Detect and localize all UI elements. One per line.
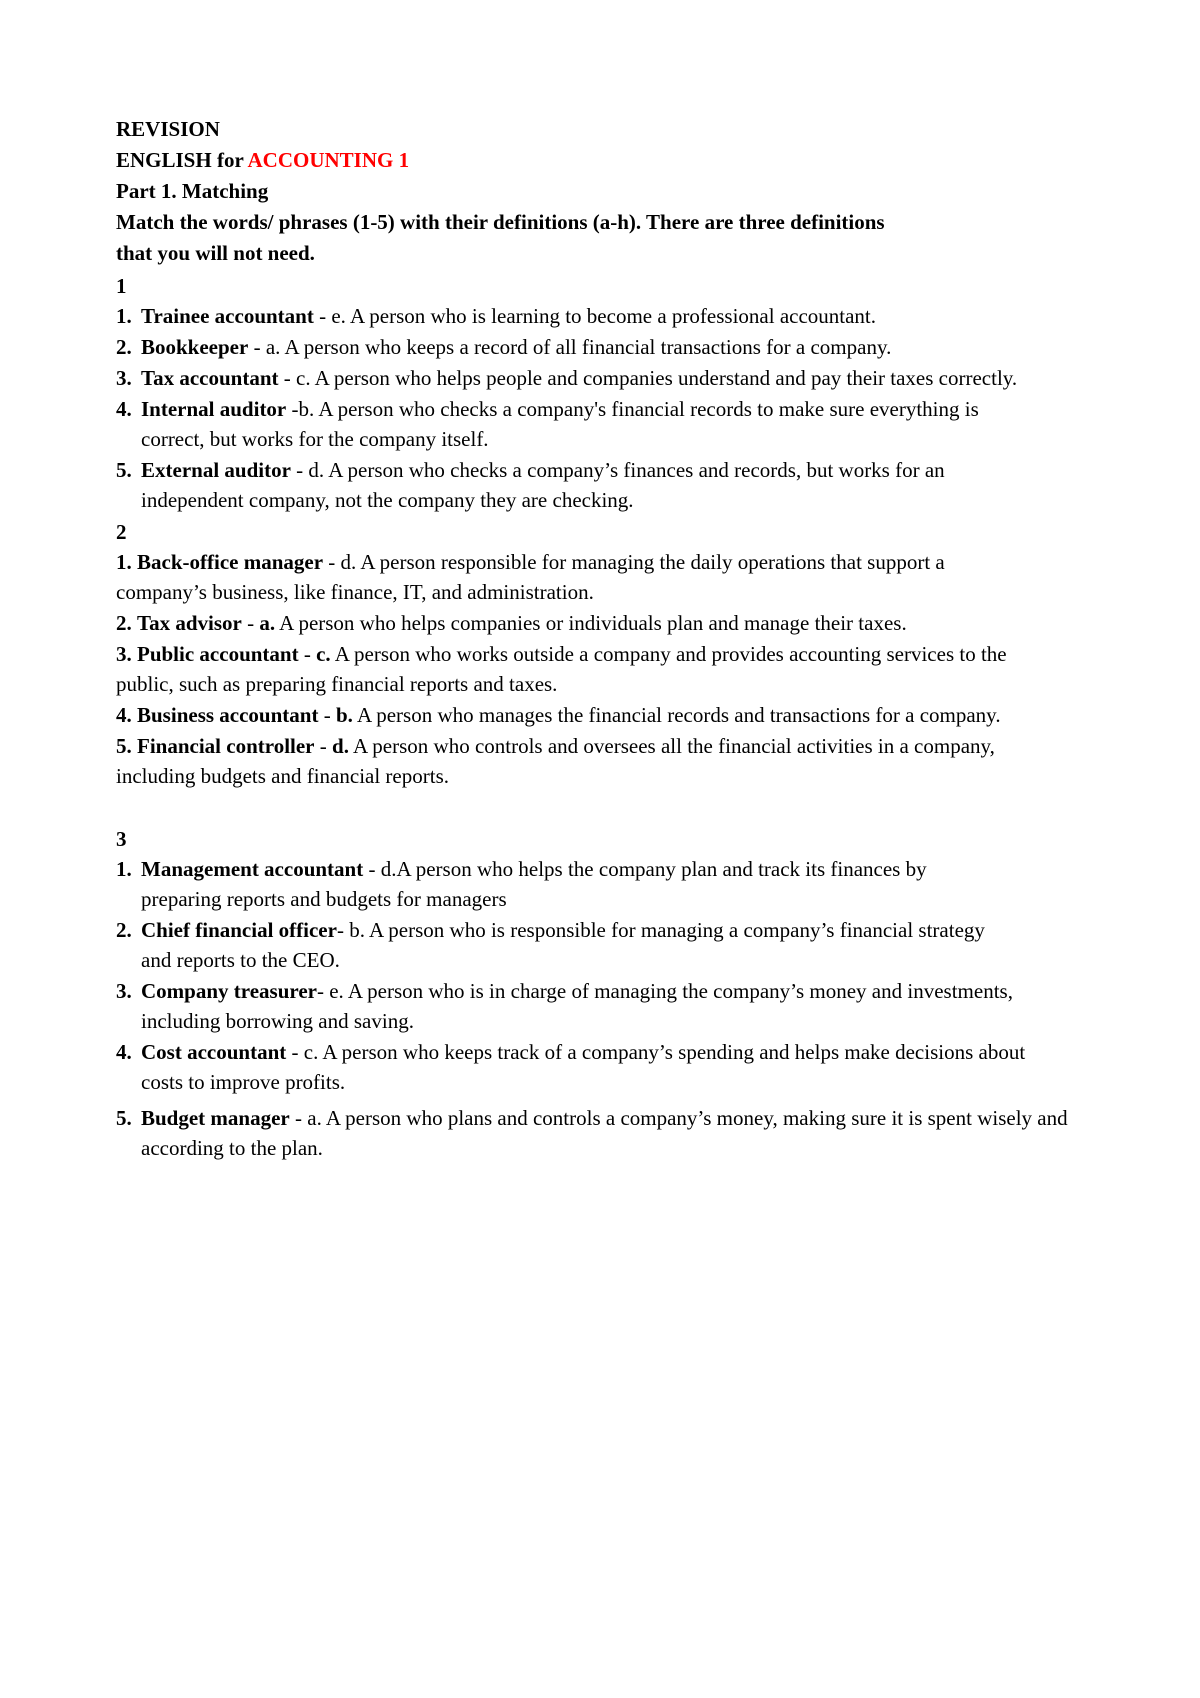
item-separator: -: [363, 857, 381, 881]
item-letter: b.: [335, 703, 353, 727]
item-separator: -: [289, 1106, 308, 1130]
item-number: 1.: [116, 857, 132, 881]
item-term: Internal auditor: [141, 397, 287, 421]
section-1-item-1: [116, 301, 1106, 331]
instruction-line-2: that you will not need.: [116, 241, 315, 265]
item-number: 5.: [116, 1106, 132, 1130]
section-1-item-4: [116, 394, 991, 454]
item-answer: b. A person who checks a company's financial records to make sure everything is correct, but works for the company itself.: [141, 397, 979, 451]
item-answer: a. A person who keeps a record of all financial transactions for a company.: [265, 335, 892, 359]
item-separator: -: [323, 550, 341, 574]
part-title: Part 1. Matching: [116, 179, 269, 203]
item-answer: a. A person who plans and controls a company’s money, making sure it is spent wisely and according to the plan.: [141, 1106, 1068, 1160]
item-answer: d. A person who checks a company’s finances and records, but works for an independent company, not the company they are checking.: [141, 458, 945, 512]
item-answer: e. A person who is learning to become a professional accountant.: [331, 304, 877, 328]
item-separator: -: [278, 366, 296, 390]
item-separator: -: [248, 335, 266, 359]
section-3-item-1: [116, 854, 1001, 914]
item-number: 4.: [116, 1040, 132, 1064]
section-3-label: 3: [116, 827, 127, 851]
section-spacer: [116, 792, 1106, 822]
section-1-label: 1: [116, 274, 127, 298]
item-term: Tax advisor: [137, 611, 242, 635]
item-term: Back-office manager: [137, 550, 324, 574]
section-2-item-4: [116, 700, 1106, 730]
section-1-item-2: [116, 332, 1106, 362]
item-separator: -: [316, 979, 330, 1003]
item-separator: -: [286, 1040, 304, 1064]
item-term: Cost accountant: [141, 1040, 287, 1064]
instruction-line-1: Match the words/ phrases (1-5) with their definitions (a-h). There are three definitions: [116, 210, 885, 234]
item-term: Company treasurer: [141, 979, 317, 1003]
item-term: Business accountant: [137, 703, 319, 727]
item-answer: b. A person who is responsible for managing a company’s financial strategy and reports to the CEO.: [141, 918, 985, 972]
item-term: Trainee accountant: [141, 304, 314, 328]
item-answer: A person who works outside a company and provides accounting services to the public, such as preparing financial reports and taxes.: [116, 642, 1007, 696]
doc-title: REVISION: [116, 117, 220, 141]
item-number: 4.: [116, 703, 132, 727]
doc-subtitle: [116, 145, 1106, 176]
item-answer: A person who controls and oversees all the financial activities in a company, including budgets and financial reports.: [116, 734, 995, 788]
item-term: Chief financial officer: [141, 918, 337, 942]
item-number: 5.: [116, 458, 132, 482]
item-number: 3.: [116, 979, 132, 1003]
item-answer: c. A person who keeps track of a company’s spending and helps make decisions about costs to improve profits.: [141, 1040, 1026, 1094]
item-separator: -: [314, 734, 333, 758]
section-1-item-5: [116, 455, 971, 515]
item-number: 1.: [116, 550, 132, 574]
item-term: Public accountant: [137, 642, 299, 666]
item-number: 1.: [116, 304, 132, 328]
section-2-item-1: [116, 547, 996, 607]
item-answer: A person who helps companies or individuals plan and manage their taxes.: [275, 611, 907, 635]
item-term: Tax accountant: [141, 366, 279, 390]
item-letter: d.: [332, 734, 349, 758]
item-number: 2.: [116, 335, 132, 359]
item-separator: -: [241, 611, 260, 635]
item-separator: -: [313, 304, 332, 328]
section-2-item-3: [116, 639, 1016, 699]
item-number: 3.: [116, 366, 132, 390]
section-3-item-4: [116, 1037, 1061, 1097]
item-answer: d. A person responsible for managing the daily operations that support a company’s business, like finance, IT, and administration.: [116, 550, 945, 604]
item-letter: a.: [259, 611, 276, 635]
item-number: 3.: [116, 642, 132, 666]
item-number: 5.: [116, 734, 132, 758]
subtitle-highlight: ACCOUNTING 1: [247, 148, 410, 172]
item-answer: A person who manages the financial records and transactions for a company.: [352, 703, 1001, 727]
item-number: 2.: [116, 918, 132, 942]
subtitle-prefix: ENGLISH for: [116, 148, 248, 172]
item-separator: -: [286, 397, 299, 421]
item-term: Financial controller: [137, 734, 315, 758]
section-2-label: 2: [116, 520, 127, 544]
section-3-item-3: [116, 976, 1021, 1036]
section-3-item-2: [116, 915, 1001, 975]
document-page: [116, 114, 1106, 1164]
item-term: Bookkeeper: [141, 335, 249, 359]
item-term: External auditor: [141, 458, 291, 482]
item-number: 4.: [116, 397, 132, 421]
section-2-item-5: [116, 731, 1016, 791]
item-letter: c.: [316, 642, 331, 666]
item-answer: e. A person who is in charge of managing the company’s money and investments, including borrowing and saving.: [141, 979, 1013, 1033]
item-answer: c. A person who helps people and companies understand and pay their taxes correctly.: [296, 366, 1018, 390]
section-1-item-3: [116, 363, 1021, 393]
item-number: 2.: [116, 611, 132, 635]
item-separator: -: [318, 703, 336, 727]
item-separator: -: [290, 458, 309, 482]
item-term: Management accountant: [141, 857, 364, 881]
item-term: Budget manager: [141, 1106, 290, 1130]
item-separator: -: [336, 918, 350, 942]
section-3-item-5: [116, 1103, 1081, 1163]
section-2-item-2: [116, 608, 996, 638]
item-separator: -: [298, 642, 317, 666]
item-answer: d.A person who helps the company plan and track its finances by preparing reports and budgets for managers: [141, 857, 927, 911]
